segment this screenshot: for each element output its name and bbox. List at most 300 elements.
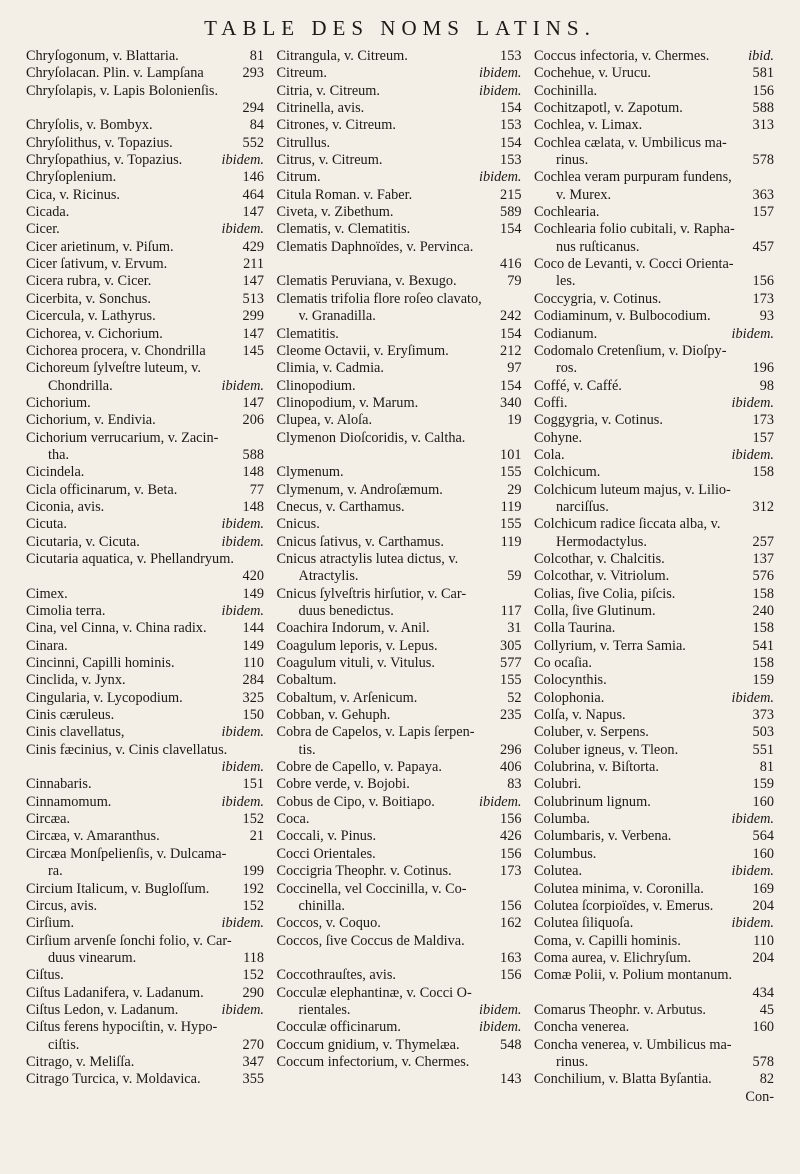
page-title: TABLE DES NOMS LATINS.: [204, 16, 596, 40]
entry-line: [277, 794, 522, 811]
entry-line: [26, 117, 264, 134]
entry-page-ref: ibidem.: [221, 915, 264, 932]
entry-page-ref: ibidem.: [221, 377, 264, 394]
entry-line: [277, 1054, 522, 1071]
index-entry: [534, 1037, 774, 1072]
entry-term: Cnecus, v. Carthamus.: [276, 498, 405, 515]
entry-term: Cica, v. Ricinus.: [26, 186, 120, 203]
index-entry: [534, 950, 774, 967]
entry-term: ra.: [48, 863, 63, 880]
entry-line: [534, 430, 774, 447]
entry-line: [534, 65, 774, 82]
entry-term: Comæ Polii, v. Polium montanum.: [534, 967, 733, 984]
entry-continuation-line: [534, 152, 774, 169]
index-entry: [26, 326, 264, 343]
index-entry: [534, 516, 774, 551]
entry-term: Colophonia.: [534, 689, 605, 706]
entry-term: Cobre de Capello, v. Papaya.: [276, 759, 442, 776]
entry-page-ref: 158: [752, 585, 774, 602]
entry-term: Colutea ſcorpioïdes, v. Emerus.: [534, 897, 714, 914]
entry-line: [277, 117, 522, 134]
entry-line: [26, 204, 264, 221]
entry-term: Codomalo Cretenſium, v. Dioſpy-: [534, 342, 727, 359]
entry-term: Colubrina, v. Biſtorta.: [534, 759, 659, 776]
index-entry: [26, 187, 264, 204]
entry-line: [277, 135, 522, 152]
entry-page-ref: 154: [500, 134, 522, 151]
entry-line: [534, 933, 774, 950]
index-entry: [534, 1019, 774, 1036]
entry-term: Cobus de Cipo, v. Boitiapo.: [276, 793, 435, 810]
index-entry: [534, 308, 774, 325]
index-entry: [277, 187, 522, 204]
entry-term: duus vinearum.: [48, 949, 137, 966]
index-entry: [26, 152, 264, 169]
entry-page-ref: ibidem.: [221, 1001, 264, 1018]
entry-line: [26, 707, 264, 724]
index-entry: [277, 152, 522, 169]
entry-line: [277, 360, 522, 377]
entry-page-ref: 158: [752, 655, 774, 672]
index-entry: [277, 273, 522, 290]
entry-page-ref: ibidem.: [221, 533, 264, 550]
entry-term: ciſtis.: [48, 1036, 80, 1053]
entry-term: Cobaltum, v. Arſenicum.: [276, 689, 418, 706]
entry-term: Cobban, v. Gehuph.: [276, 707, 391, 724]
entry-term: Clematis Peruviana, v. Bexugo.: [276, 273, 457, 290]
entry-term: Chryſoplenium.: [26, 169, 117, 186]
entry-term: Colocynthis.: [534, 672, 607, 689]
entry-term: Cicerbita, v. Sonchus.: [26, 290, 151, 307]
entry-term: Cochlea veram purpuram fundens,: [534, 169, 732, 186]
index-entry: [534, 447, 774, 464]
entry-page-ref: 373: [752, 707, 774, 724]
index-entry: [277, 620, 522, 637]
entry-page-ref: ibidem.: [479, 1019, 522, 1036]
entry-term: Atractylis.: [298, 568, 359, 585]
index-entry: [26, 707, 264, 724]
entry-line: [277, 204, 522, 221]
entry-page-ref: 84: [249, 117, 264, 134]
entry-line: [26, 482, 264, 499]
index-entry: [534, 204, 774, 221]
entry-line: [26, 273, 264, 290]
entry-term: Chryſolis, v. Bombyx.: [26, 117, 153, 134]
entry-term: v. Murex.: [556, 186, 612, 203]
entry-line: [26, 430, 264, 447]
entry-term: Clematis, v. Clematitis.: [276, 221, 411, 238]
index-entry: [277, 169, 522, 186]
entry-line: [277, 412, 522, 429]
entry-page-ref: 293: [242, 65, 264, 82]
entry-term: Cirſium.: [26, 915, 75, 932]
index-entry: [26, 1002, 264, 1019]
index-entry: [26, 516, 264, 533]
index-entry: [534, 135, 774, 170]
entry-term: Citrus, v. Citreum.: [276, 152, 383, 169]
entry-page-ref: 147: [242, 394, 264, 411]
entry-line: [534, 412, 774, 429]
entry-term: Clematis trifolia flore roſeo clavato,: [276, 290, 482, 307]
entry-line: [26, 1019, 264, 1036]
entry-page-ref: 355: [242, 1071, 264, 1088]
index-entry: [26, 794, 264, 811]
entry-term: Colla, ſive Glutinum.: [534, 603, 656, 619]
entry-page-ref: 153: [500, 48, 522, 64]
entry-term: Cinis clavellatus,: [26, 724, 125, 741]
entry-page-ref: 29: [507, 481, 522, 498]
entry-page-ref: 173: [752, 290, 774, 307]
entry-page-ref: 151: [242, 776, 264, 793]
entry-line: [26, 291, 264, 308]
index-entry: [277, 690, 522, 707]
entry-term: Colſa, v. Napus.: [534, 707, 626, 724]
entry-line: [277, 776, 522, 793]
entry-line: [26, 221, 264, 238]
entry-line: [26, 343, 264, 360]
index-entry: [534, 395, 774, 412]
entry-page-ref: 420: [242, 568, 264, 585]
entry-term: narciſſus.: [556, 498, 609, 515]
entry-line: [277, 378, 522, 395]
entry-page-ref: 159: [752, 672, 774, 689]
entry-line: [26, 794, 264, 811]
index-entry: [534, 933, 774, 950]
entry-line: [26, 135, 264, 152]
entry-page-ref: 159: [752, 776, 774, 793]
entry-line: [26, 326, 264, 343]
entry-page-ref: 577: [500, 655, 522, 672]
entry-line: [534, 638, 774, 655]
entry-page-ref: ibidem.: [731, 915, 774, 932]
index-entry: [277, 221, 522, 238]
entry-term: Cochlea, v. Limax.: [534, 117, 643, 134]
entry-page-ref: 79: [507, 273, 522, 290]
entry-line: [277, 395, 522, 412]
entry-line: [277, 759, 522, 776]
entry-line: [534, 464, 774, 481]
entry-term: Cinnamomum.: [26, 793, 112, 810]
index-entry: [26, 672, 264, 689]
entry-page-ref: ibidem.: [221, 759, 264, 776]
entry-term: Chryſopathius, v. Topazius.: [26, 152, 183, 169]
entry-page-ref: 117: [500, 603, 522, 619]
entry-line: [26, 690, 264, 707]
entry-line: [277, 724, 522, 741]
entry-term: Cicer.: [26, 221, 60, 238]
entry-page-ref: 83: [507, 776, 522, 793]
entry-page-ref: 270: [242, 1036, 264, 1053]
entry-term: Citrinella, avis.: [276, 100, 365, 117]
entry-page-ref: 206: [242, 412, 264, 429]
entry-page-ref: 578: [752, 152, 774, 169]
entry-line: [277, 326, 522, 343]
entry-term: Chryſolapis, v. Lapis Bolonienſis.: [26, 82, 219, 99]
entry-page-ref: 503: [752, 724, 774, 741]
entry-line: [26, 846, 264, 863]
index-entry: [26, 620, 264, 637]
entry-term: rinus.: [556, 152, 589, 169]
entry-line: [26, 1002, 264, 1019]
entry-line: [277, 482, 522, 499]
entry-term: Colcothar, v. Chalcitis.: [534, 550, 665, 567]
entry-continuation-line: [277, 568, 522, 585]
entry-page-ref: 31: [507, 620, 522, 637]
entry-term: Ciſtus ferens hypociſtin, v. Hypo-: [26, 1019, 218, 1036]
entry-page-ref: 82: [759, 1071, 774, 1088]
entry-line: [534, 83, 774, 100]
entry-term: Cinis fæcinius, v. Cinis clavellatus.: [26, 741, 228, 758]
entry-page-ref: 160: [752, 793, 774, 810]
entry-term: Cobra de Capelos, v. Lapis ſerpen-: [276, 724, 475, 741]
entry-line: [26, 464, 264, 481]
entry-line: [277, 672, 522, 689]
index-entry: [534, 464, 774, 481]
entry-term: Cobre verde, v. Bojobi.: [276, 776, 410, 793]
entry-line: [26, 811, 264, 828]
entry-line: [277, 48, 522, 65]
entry-line: [534, 117, 774, 134]
index-entry: [26, 499, 264, 516]
index-entry: [534, 811, 774, 828]
entry-term: Cnicus.: [276, 516, 320, 533]
entry-term: Columba.: [534, 811, 590, 828]
index-entry: [277, 378, 522, 395]
index-entry: [26, 256, 264, 273]
entry-term: Coco de Levanti, v. Cocci Orienta-: [534, 256, 734, 273]
index-entry: [277, 794, 522, 811]
entry-term: Citria, v. Citreum.: [276, 82, 381, 99]
entry-page-ref: 149: [242, 585, 264, 602]
index-entry: [277, 672, 522, 689]
entry-line: [26, 933, 264, 950]
entry-page-ref: 97: [507, 360, 522, 377]
index-entry: [534, 1071, 774, 1088]
index-entry: [26, 881, 264, 898]
entry-line: [277, 221, 522, 238]
entry-page-ref: 98: [759, 377, 774, 394]
entry-page-ref: 149: [242, 637, 264, 654]
entry-page-ref: ibidem.: [731, 446, 774, 463]
entry-page-ref: ibidem.: [479, 169, 522, 186]
index-entry: [277, 586, 522, 621]
entry-page-ref: 148: [242, 464, 264, 481]
index-entry: [534, 221, 774, 256]
entry-page-ref: 156: [752, 273, 774, 290]
entry-page-ref: 578: [752, 1053, 774, 1070]
entry-term: Cicada.: [26, 204, 70, 221]
entry-term: Cingularia, v. Lycopodium.: [26, 689, 183, 706]
entry-term: Cicindela.: [26, 464, 85, 481]
entry-term: Cinclida, v. Jynx.: [26, 672, 126, 689]
index-entry: [26, 48, 264, 65]
entry-line: [26, 412, 264, 429]
entry-term: Cincinni, Capilli hominis.: [26, 655, 175, 672]
entry-line: [26, 638, 264, 655]
entry-line: [26, 776, 264, 793]
entry-continuation-line: [534, 534, 774, 551]
index-entry: [277, 48, 522, 65]
entry-page-ref: 588: [242, 446, 264, 463]
entry-page-ref: 416: [500, 256, 522, 273]
entry-continuation-line: [26, 378, 264, 395]
index-entry: [26, 603, 264, 620]
entry-term: Cocculæ elephantinæ, v. Cocci O-: [276, 984, 472, 1001]
entry-line: [277, 915, 522, 932]
entry-line: [26, 828, 264, 845]
entry-page-ref: 204: [752, 949, 774, 966]
entry-line: [277, 620, 522, 637]
entry-page-ref: ibid.: [748, 48, 774, 64]
entry-term: Cicla officinarum, v. Beta.: [26, 481, 178, 498]
entry-line: [534, 967, 774, 984]
entry-term: Concha venerea, v. Umbilicus ma-: [534, 1036, 732, 1053]
entry-page-ref: 145: [242, 342, 264, 359]
entry-term: Clupea, v. Aloſa.: [276, 412, 373, 429]
entry-continuation-line: [277, 742, 522, 759]
entry-line: [534, 378, 774, 395]
entry-line: [534, 395, 774, 412]
entry-line: [534, 1071, 774, 1088]
index-entry: [277, 863, 522, 880]
entry-term: Cinnabaris.: [26, 776, 92, 793]
index-entry: [277, 1054, 522, 1089]
entry-line: [26, 83, 264, 100]
entry-page-ref: 119: [500, 498, 522, 515]
index-entry: [534, 169, 774, 204]
entry-continuation-line: [26, 1037, 264, 1054]
entry-term: Clinopodium.: [276, 377, 356, 394]
entry-line: [277, 187, 522, 204]
entry-line: [277, 811, 522, 828]
entry-page-ref: 156: [500, 845, 522, 862]
entry-term: Coccothrauſtes, avis.: [276, 967, 397, 984]
entry-line: [534, 811, 774, 828]
entry-page-ref: 154: [500, 100, 522, 117]
entry-page-ref: 156: [500, 967, 522, 984]
entry-line: [534, 568, 774, 585]
index-entry: [277, 482, 522, 499]
index-column-1: [26, 48, 264, 1089]
entry-line: [534, 759, 774, 776]
entry-line: [534, 776, 774, 793]
entry-term: chinilla.: [298, 897, 345, 914]
entry-page-ref: 429: [242, 238, 264, 255]
index-entry: [534, 568, 774, 585]
index-entry: [26, 967, 264, 984]
entry-line: [26, 499, 264, 516]
index-entry: [26, 117, 264, 134]
entry-line: [26, 985, 264, 1002]
entry-line: [26, 742, 264, 759]
entry-line: [277, 881, 522, 898]
index-entry: [534, 586, 774, 603]
entry-page-ref: ibidem.: [479, 1001, 522, 1018]
entry-term: Citrago Turcica, v. Moldavica.: [26, 1071, 201, 1088]
entry-term: Colutea.: [534, 863, 583, 880]
entry-term: Colutea ſiliquoſa.: [534, 915, 634, 932]
entry-page-ref: 212: [500, 342, 522, 359]
entry-page-ref: 160: [752, 1019, 774, 1036]
entry-page-ref: 173: [752, 412, 774, 429]
entry-term: Coluber igneus, v. Tleon.: [534, 741, 679, 758]
entry-page-ref: 305: [500, 637, 522, 654]
entry-term: Circæa.: [26, 811, 71, 828]
entry-line: [534, 256, 774, 273]
index-entry: [277, 638, 522, 655]
entry-term: Colcothar, v. Vitriolum.: [534, 568, 670, 585]
entry-term: Cobaltum.: [276, 672, 337, 689]
entry-term: Cochlearia folio cubitali, v. Rapha-: [534, 221, 735, 238]
entry-page-ref: 81: [249, 48, 264, 64]
entry-continuation-line: [277, 950, 522, 967]
entry-line: [277, 273, 522, 290]
index-entry: [26, 221, 264, 238]
index-entry: [26, 846, 264, 881]
index-entry: [26, 65, 264, 82]
index-entry: [277, 828, 522, 845]
entry-page-ref: 45: [759, 1001, 774, 1018]
index-entry: [26, 638, 264, 655]
entry-term: Cicera rubra, v. Cicer.: [26, 273, 152, 290]
entry-term: rientales.: [298, 1001, 351, 1018]
entry-page-ref: 299: [242, 308, 264, 325]
index-entry: [534, 291, 774, 308]
entry-term: Ciconia, avis.: [26, 498, 105, 515]
entry-term: Climia, v. Cadmia.: [276, 360, 384, 377]
index-column-2: [277, 48, 522, 1089]
entry-term: tha.: [48, 446, 70, 463]
entry-line: [26, 967, 264, 984]
index-entry: [277, 395, 522, 412]
index-entry: [26, 430, 264, 465]
entry-page-ref: 211: [243, 256, 264, 273]
index-entry: [26, 742, 264, 777]
index-entry: [26, 395, 264, 412]
entry-page-ref: ibidem.: [731, 811, 774, 828]
entry-page-ref: 457: [752, 238, 774, 255]
entry-term: Coffi.: [534, 394, 568, 411]
entry-page-ref: 158: [752, 620, 774, 637]
entry-page-ref: ibidem.: [479, 82, 522, 99]
index-entry: [534, 724, 774, 741]
index-entry: [534, 100, 774, 117]
entry-page-ref: 163: [500, 949, 522, 966]
entry-page-ref: ibidem.: [731, 689, 774, 706]
index-entry: [534, 672, 774, 689]
entry-page-ref: 294: [242, 100, 264, 117]
entry-line: [277, 967, 522, 984]
entry-term: Ciſtus Ledon, v. Ladanum.: [26, 1001, 179, 1018]
entry-line: [277, 846, 522, 863]
entry-page-ref: 215: [500, 186, 522, 203]
entry-term: Coagulum vituli, v. Vitulus.: [276, 655, 435, 672]
entry-term: Chryſolacan. Plin. v. Lampſana: [26, 65, 204, 82]
entry-line: [534, 169, 774, 186]
entry-term: Coggygria, v. Cotinus.: [534, 412, 663, 429]
entry-line: [26, 534, 264, 551]
index-entry: [277, 204, 522, 221]
entry-continuation-line: [277, 1071, 522, 1088]
index-entry: [277, 1019, 522, 1036]
entry-term: Ciſtus Ladanifera, v. Ladanum.: [26, 984, 204, 1001]
entry-term: Colubri.: [534, 776, 582, 793]
entry-line: [534, 950, 774, 967]
entry-line: [26, 308, 264, 325]
entry-term: Cicuta.: [26, 516, 67, 533]
index-entry: [277, 534, 522, 551]
entry-line: [534, 516, 774, 533]
